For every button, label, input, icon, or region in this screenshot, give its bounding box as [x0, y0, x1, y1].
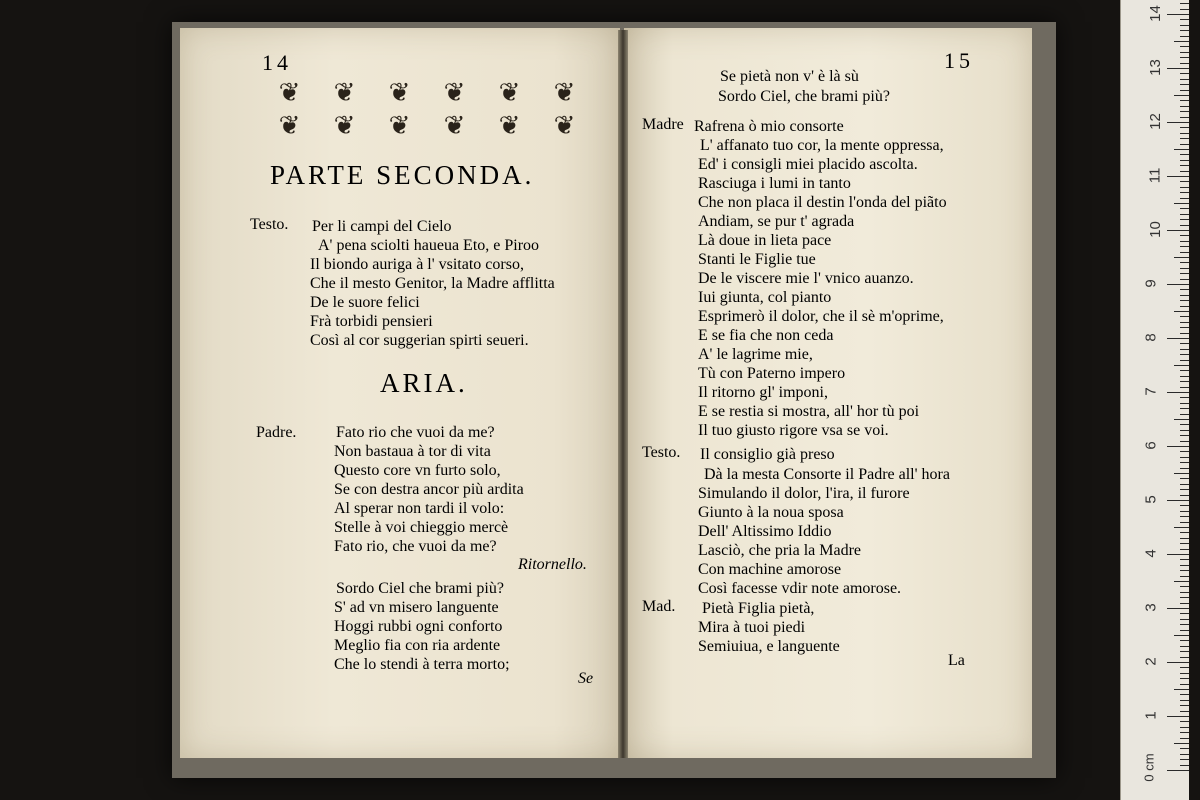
ruler-tick [1180, 667, 1189, 668]
ruler-tick [1180, 765, 1189, 766]
ruler-tick [1180, 144, 1189, 145]
verse-line: Al sperar non tardi il volo: [334, 500, 505, 517]
ruler-label: 2 [1142, 657, 1160, 666]
ruler-tick [1180, 19, 1189, 20]
ruler-label: 13 [1146, 59, 1164, 76]
verse-line: Semiuiua, e languente [698, 638, 840, 655]
verse-line: Là doue in lieta pace [698, 232, 832, 249]
ruler-tick [1174, 95, 1189, 96]
ruler-tick [1180, 678, 1189, 679]
book-gutter [618, 30, 628, 758]
ruler-tick [1180, 462, 1189, 463]
ruler-label: 3 [1142, 603, 1160, 612]
ruler-tick [1180, 381, 1189, 382]
speaker-mad: Mad. [642, 598, 676, 615]
ruler-tick [1180, 478, 1189, 479]
verse-line: Il ritorno gl' imponi, [698, 384, 828, 401]
ruler-tick [1180, 252, 1189, 253]
ruler-tick [1180, 522, 1189, 523]
ruler-tick [1180, 511, 1189, 512]
fleuron-icon: ❦ [333, 111, 356, 140]
ruler-tick [1180, 165, 1189, 166]
ruler-tick [1180, 349, 1189, 350]
ruler-label: 11 [1146, 167, 1164, 184]
verse-line: Con machine amorose [698, 561, 842, 578]
ruler-tick [1180, 279, 1189, 280]
verse-line: A' pena sciolti haueua Eto, e Piroo [318, 237, 540, 254]
ruler-tick [1180, 360, 1189, 361]
ruler-tick [1180, 3, 1189, 4]
ruler-tick [1180, 160, 1189, 161]
ruler-tick [1180, 171, 1189, 172]
ruler-tick [1180, 133, 1189, 134]
ruler-tick [1180, 46, 1189, 47]
verse-line: A' le lagrime mie, [698, 346, 813, 363]
ruler-tick [1180, 408, 1189, 409]
verse-line: Meglio fia con ria ardente [334, 637, 501, 654]
ruler-tick [1180, 79, 1189, 80]
ruler-tick [1167, 608, 1189, 609]
verse-line: Hoggi rubbi ogni conforto [334, 618, 503, 635]
ruler-tick [1180, 273, 1189, 274]
verse-line: Ed' i consigli miei placido ascolta. [698, 156, 918, 173]
ruler-tick [1180, 759, 1189, 760]
verse-line: Rafrena ò mio consorte [694, 118, 844, 135]
ruler-tick [1180, 532, 1189, 533]
ruler-tick [1180, 225, 1189, 226]
ruler-tick [1167, 230, 1189, 231]
section-heading: PARTE SECONDA. [270, 160, 535, 190]
ruler-tick [1180, 748, 1189, 749]
verse-line: Pietà Figlia pietà, [702, 600, 815, 617]
ruler-tick [1174, 527, 1189, 528]
ruler-tick [1180, 549, 1189, 550]
ruler-tick [1180, 624, 1189, 625]
ruler-tick [1180, 651, 1189, 652]
ruler-tick [1180, 187, 1189, 188]
ruler-tick [1167, 284, 1189, 285]
ruler-tick [1180, 235, 1189, 236]
speaker-testo: Testo. [642, 444, 681, 461]
ruler-tick [1180, 25, 1189, 26]
verse-line: Giunto à la noua sposa [698, 504, 844, 521]
ruler-tick [1180, 181, 1189, 182]
ruler-tick [1174, 635, 1189, 636]
ritornello-label: Ritornello. [518, 556, 587, 573]
ruler-tick [1180, 154, 1189, 155]
verse-line: Iui giunta, col pianto [698, 289, 832, 306]
ruler-tick [1180, 738, 1189, 739]
verse-line: Rasciuga i lumi in tanto [698, 175, 851, 192]
ruler-tick [1180, 403, 1189, 404]
verse-line: Sordo Ciel che brami più? [336, 580, 504, 597]
ruler-tick [1180, 597, 1189, 598]
speaker-padre: Padre. [256, 424, 297, 441]
verse-line: Così al cor suggerian spirti seueri. [310, 332, 529, 349]
verse-line: E se fia che non ceda [698, 327, 834, 344]
ruler-tick [1180, 138, 1189, 139]
left-page-number: 14 [262, 50, 292, 75]
ruler-tick [1180, 576, 1189, 577]
ruler-label: 12 [1146, 113, 1164, 130]
verse-line: L' affanato tuo cor, la mente oppressa, [700, 137, 944, 154]
ruler-tick [1167, 770, 1189, 771]
ruler-tick [1180, 111, 1189, 112]
verse-line: Mira à tuoi piedi [698, 619, 806, 636]
ruler-label: 4 [1142, 549, 1160, 558]
ruler-tick [1180, 727, 1189, 728]
ruler-tick [1167, 554, 1189, 555]
ruler-tick [1174, 419, 1189, 420]
ruler-tick [1180, 354, 1189, 355]
ruler-tick [1167, 14, 1189, 15]
ruler-tick [1167, 68, 1189, 69]
aria-heading: ARIA. [380, 368, 468, 398]
fleuron-icon: ❦ [553, 111, 576, 140]
ruler-tick [1180, 603, 1189, 604]
ruler-tick [1180, 424, 1189, 425]
ruler-tick [1180, 705, 1189, 706]
ruler-tick [1180, 694, 1189, 695]
ruler-tick [1174, 311, 1189, 312]
ruler-tick [1174, 41, 1189, 42]
verse-line: Frà torbidi pensieri [310, 313, 433, 330]
ruler-unit-label: 0 cm [1141, 753, 1157, 782]
ruler-label: 14 [1146, 5, 1164, 22]
ruler-tick [1180, 9, 1189, 10]
ruler-tick [1180, 630, 1189, 631]
right-page-number: 15 [944, 48, 974, 73]
fleuron-icon: ❦ [388, 78, 411, 107]
verse-line: Tù con Paterno impero [698, 365, 846, 382]
ruler-tick [1180, 516, 1189, 517]
verse-line: Il biondo auriga à l' vsitato corso, [310, 256, 524, 273]
ruler-tick [1180, 657, 1189, 658]
ruler-tick [1167, 716, 1189, 717]
ruler-tick [1167, 122, 1189, 123]
ruler-tick [1180, 106, 1189, 107]
verse-line: Dell' Altissimo Iddio [698, 523, 832, 540]
ruler-label: 6 [1142, 441, 1160, 450]
ruler-tick [1174, 581, 1189, 582]
ruler-tick [1180, 721, 1189, 722]
ruler-tick [1180, 505, 1189, 506]
fleuron-icon: ❦ [388, 111, 411, 140]
fleuron-icon: ❦ [278, 78, 301, 107]
ruler-tick [1180, 559, 1189, 560]
catchword: La [948, 652, 965, 669]
ruler-tick [1180, 127, 1189, 128]
ruler-tick [1180, 192, 1189, 193]
ruler-tick [1167, 338, 1189, 339]
ruler-tick [1167, 176, 1189, 177]
ruler-tick [1180, 435, 1189, 436]
ruler-label: 1 [1142, 711, 1160, 720]
fleuron-icon: ❦ [278, 111, 301, 140]
verse-line: E se restia si mostra, all' hor tù poi [698, 403, 920, 420]
ruler-tick [1180, 376, 1189, 377]
ruler-tick [1180, 586, 1189, 587]
ruler-tick [1174, 743, 1189, 744]
ruler-tick [1180, 246, 1189, 247]
ruler-tick [1180, 219, 1189, 220]
ruler-tick [1180, 387, 1189, 388]
ruler-label: 9 [1142, 279, 1160, 288]
ruler-tick [1180, 732, 1189, 733]
ruler-tick [1180, 441, 1189, 442]
verse-line: Stanti le Figlie tue [698, 251, 816, 268]
ruler-tick [1180, 117, 1189, 118]
ruler-tick [1180, 322, 1189, 323]
ruler-tick [1180, 268, 1189, 269]
ruler-tick [1174, 365, 1189, 366]
ruler-tick [1180, 208, 1189, 209]
verse-line: Fato rio che vuoi da me? [336, 424, 495, 441]
ruler-tick [1167, 662, 1189, 663]
verse-line: Il consiglio già preso [700, 446, 835, 463]
verse-line: Lasciò, che pria la Madre [698, 542, 862, 559]
ruler-tick [1180, 100, 1189, 101]
ruler-tick [1180, 570, 1189, 571]
ruler-tick [1180, 613, 1189, 614]
verse-line: Che lo stendi à terra morto; [334, 656, 510, 673]
ruler-tick [1180, 489, 1189, 490]
ruler-label: 8 [1142, 333, 1160, 342]
measuring-ruler [1120, 0, 1189, 800]
verse-line: Il tuo giusto rigore vsa se voi. [698, 422, 889, 439]
verse-line: Che il mesto Genitor, la Madre afflitta [310, 275, 555, 292]
ruler-tick [1180, 214, 1189, 215]
ruler-tick [1180, 241, 1189, 242]
verse-line: Esprimerò il dolor, che il sè m'oprime, [698, 308, 944, 325]
ruler-tick [1180, 333, 1189, 334]
ruler-tick [1180, 30, 1189, 31]
verse-line: Questo core vn furto solo, [334, 462, 501, 479]
verse-line: Per li campi del Cielo [312, 218, 452, 235]
ruler-tick [1180, 495, 1189, 496]
ruler-tick [1180, 289, 1189, 290]
speaker-testo: Testo. [250, 216, 289, 233]
floral-ornament-band [262, 76, 592, 142]
fleuron-icon: ❦ [553, 78, 576, 107]
ruler-label: 5 [1142, 495, 1160, 504]
verse-line: Se con destra ancor più ardita [334, 481, 524, 498]
ruler-tick [1180, 673, 1189, 674]
fleuron-icon: ❦ [498, 78, 521, 107]
ruler-tick [1180, 640, 1189, 641]
ruler-tick [1180, 592, 1189, 593]
ruler-tick [1180, 754, 1189, 755]
verse-line: Dà la mesta Consorte il Padre all' hora [704, 466, 950, 483]
ruler-tick [1180, 684, 1189, 685]
verse-line: Fato rio, che vuoi da me? [334, 538, 497, 555]
ruler-tick [1180, 451, 1189, 452]
ruler-tick [1180, 457, 1189, 458]
ruler-tick [1174, 689, 1189, 690]
verse-line: Così facesse vdir note amorose. [698, 580, 902, 597]
ruler-tick [1180, 84, 1189, 85]
speaker-madre: Madre [642, 116, 684, 133]
ruler-tick [1180, 484, 1189, 485]
ruler-tick [1180, 300, 1189, 301]
ruler-tick [1180, 397, 1189, 398]
ruler-tick [1174, 203, 1189, 204]
verse-line: Non bastaua à tor di vita [334, 443, 491, 460]
verse-line: Simulando il dolor, l'ira, il furore [698, 485, 910, 502]
verse-line: De le viscere mie l' vnico auanzo. [698, 270, 914, 287]
ruler-tick [1180, 565, 1189, 566]
ruler-tick [1180, 90, 1189, 91]
ruler-tick [1180, 619, 1189, 620]
fleuron-icon: ❦ [333, 78, 356, 107]
ruler-tick [1180, 73, 1189, 74]
ruler-tick [1167, 500, 1189, 501]
ruler-tick [1180, 52, 1189, 53]
ruler-tick [1180, 646, 1189, 647]
ruler-tick [1180, 343, 1189, 344]
ruler-tick [1174, 257, 1189, 258]
ruler-tick [1180, 262, 1189, 263]
ruler-tick [1180, 57, 1189, 58]
ruler-label: 7 [1142, 387, 1160, 396]
verse-line: Stelle à voi chieggio mercè [334, 519, 509, 536]
ruler-tick [1180, 468, 1189, 469]
ruler-tick [1180, 327, 1189, 328]
verse-line: Sordo Ciel, che brami più? [718, 88, 890, 105]
catchword: Se [578, 670, 594, 687]
ruler-tick [1180, 306, 1189, 307]
ruler-tick [1180, 711, 1189, 712]
ruler-tick [1180, 63, 1189, 64]
ruler-tick [1167, 446, 1189, 447]
verse-line: Andiam, se pur t' agrada [698, 213, 855, 230]
verse-line: Se pietà non v' è là sù [720, 68, 859, 85]
fleuron-icon: ❦ [498, 111, 521, 140]
verse-line: De le suore felici [310, 294, 420, 311]
ruler-tick [1180, 543, 1189, 544]
ruler-tick [1180, 316, 1189, 317]
ruler-tick [1180, 430, 1189, 431]
ruler-tick [1174, 149, 1189, 150]
verse-line: S' ad vn misero languente [334, 599, 499, 616]
ruler-tick [1167, 392, 1189, 393]
fleuron-icon: ❦ [443, 111, 466, 140]
fleuron-icon: ❦ [443, 78, 466, 107]
ruler-tick [1180, 700, 1189, 701]
ruler-tick [1180, 414, 1189, 415]
ruler-tick [1180, 198, 1189, 199]
ruler-tick [1180, 295, 1189, 296]
ruler-tick [1180, 538, 1189, 539]
ruler-label: 10 [1146, 221, 1164, 238]
ruler-tick [1180, 36, 1189, 37]
verse-line: Che non placa il destin l'onda del piãto [698, 194, 947, 211]
ruler-tick [1180, 370, 1189, 371]
ruler-tick [1174, 473, 1189, 474]
